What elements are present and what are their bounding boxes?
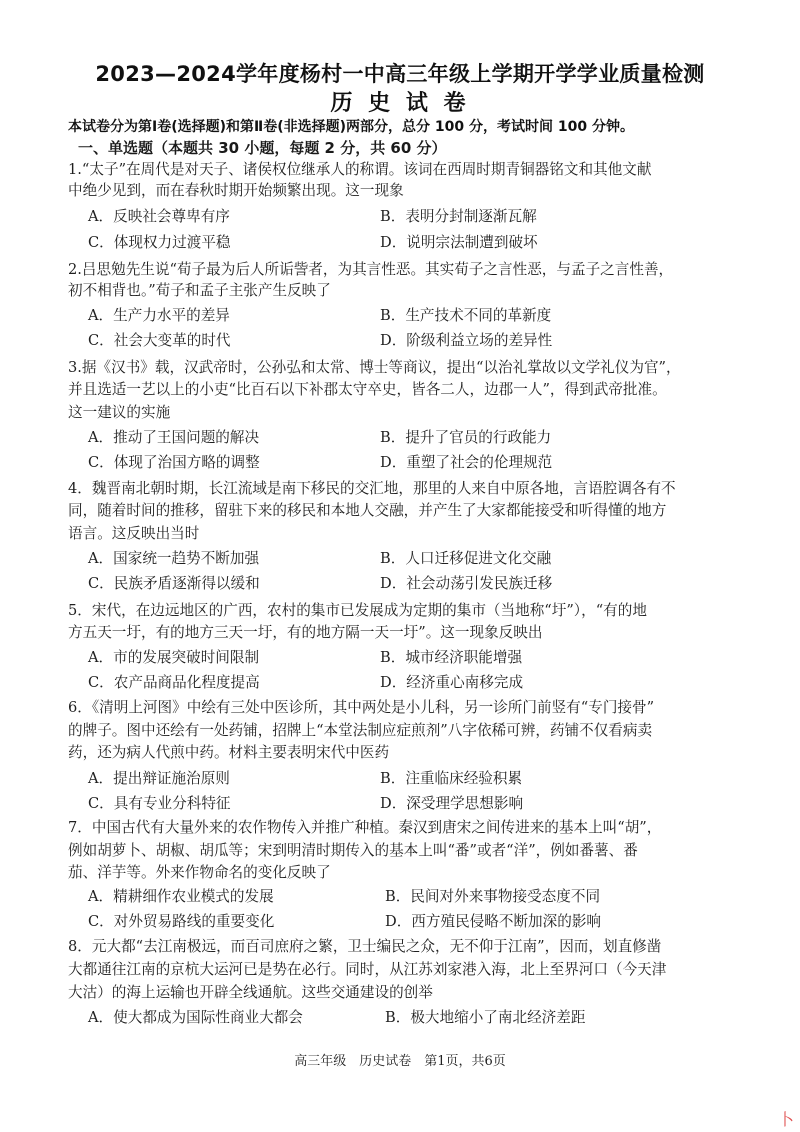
question-6-option-a: A．提出辩证施治原则 <box>88 770 230 787</box>
question-2-option-d: D．阶级利益立场的差异性 <box>380 332 553 349</box>
question-3-option-a: A．推动了王国问题的解决 <box>88 429 260 446</box>
question-6-stem-line: 6．《清明上河图》中绘有三处中医诊所，其中两处是小儿科，另一诊所门前竖有“专门接骨” <box>68 699 655 716</box>
question-1-option-d: D．说明宗法制遭到破坏 <box>380 234 538 251</box>
question-4-option-c: C．民族矛盾逐渐得以缓和 <box>88 575 260 592</box>
question-2-stem-line: 2.吕思勉先生说“荀子最为后人所诟訾者，为其言性恶。其实荀子之言性恶，与孟子之言性善， <box>68 261 674 278</box>
question-3-option-b: B．提升了官员的行政能力 <box>380 429 552 446</box>
question-8-stem-line: 8．元大都“去江南极远，而百司庶府之繁，卫士编民之众，无不仰于江南”，因而，划直修凿 <box>68 938 662 955</box>
question-8-stem-line: 大沽）的海上运输也开辟全线通航。这些交通建设的创举 <box>68 984 433 1001</box>
question-5-option-c: C．农产品商品化程度提高 <box>88 674 260 691</box>
question-8-option-b: B．极大地缩小了南北经济差距 <box>385 1009 586 1026</box>
question-7-stem-line: 例如胡萝卜、胡椒、胡瓜等；宋到明清时期传入的基本上叫“番”或者“洋”，例如番薯、番 <box>68 842 638 859</box>
question-4-option-a: A．国家统一趋势不断加强 <box>88 550 260 567</box>
question-2-option-b: B．生产技术不同的革新度 <box>380 307 552 324</box>
question-4-option-d: D．社会动荡引发民族迁移 <box>380 575 553 592</box>
question-5-stem-line: 方五天一圩，有的地方三天一圩，有的地方隔一天一圩”。这一现象反映出 <box>68 624 543 641</box>
question-2-option-a: A．生产力水平的差异 <box>88 307 230 324</box>
question-5-option-b: B．城市经济职能增强 <box>380 649 523 666</box>
question-3-option-c: C．体现了治国方略的调整 <box>88 454 260 471</box>
question-6-stem-line: 的牌子。图中还绘有一处药铺，招牌上“本堂法制应症煎剂”八字依稀可辨，药铺不仅看病卖 <box>68 722 653 739</box>
question-4-option-b: B．人口迁移促进文化交融 <box>380 550 552 567</box>
question-6-option-b: B．注重临床经验积累 <box>380 770 523 787</box>
edge-mark: 卜 <box>777 1110 794 1129</box>
question-8-stem-line: 大都通往江南的京杭大运河已是势在必行。同时，从江苏刘家港入海，北上至界河口（今天津 <box>68 961 667 978</box>
page-footer: 高三年级 历史试卷 第1页，共6页 <box>294 1054 506 1069</box>
question-3-stem-line: 并且选适一艺以上的小吏“比百石以下补郡太守卒史，皆各二人，边郡一人”，得到武帝批准。 <box>68 381 667 398</box>
question-1-option-b: B．表明分封制逐渐瓦解 <box>380 208 537 225</box>
question-1-stem-line: 1.“太子”在周代是对天子、诸侯权位继承人的称谓。该词在西周时期青铜器铭文和其他文献 <box>68 161 652 178</box>
exam-instructions: 本试卷分为第Ⅰ卷(选择题)和第Ⅱ卷(非选择题)两部分，总分 100 分，考试时间 100 分钟。 <box>68 119 634 135</box>
exam-title: 2023—2024学年度杨村一中高三年级上学期开学学业质量检测 <box>95 62 705 86</box>
question-4-stem-line: 4．魏晋南北朝时期，长江流域是南下移民的交汇地，那里的人来自中原各地，言语腔调各有不 <box>68 480 676 497</box>
question-7-stem-line: 茄、洋芋等。外来作物命名的变化反映了 <box>68 864 331 881</box>
question-1-option-c: C．体现权力过渡平稳 <box>88 234 231 251</box>
question-7-option-b: B．民间对外来事物接受态度不同 <box>385 888 601 905</box>
question-8-option-a: A．使大都成为国际性商业大都会 <box>88 1009 303 1026</box>
question-7-stem-line: 7．中国古代有大量外来的农作物传入并推广种植。秦汉到唐宋之间传进来的基本上叫“胡”， <box>68 819 662 836</box>
question-2-stem-line: 初不相背也。”荀子和孟子主张产生反映了 <box>68 282 331 299</box>
question-4-stem-line: 语言。这反映出当时 <box>68 525 200 542</box>
section-heading: 一、单选题（本题共 30 小题，每题 2 分，共 60 分） <box>78 139 447 157</box>
question-5-stem-line: 5．宋代，在边远地区的广西，农村的集市已发展成为定期的集市（当地称“圩”），“有的地 <box>68 602 647 619</box>
question-6-option-d: D．深受理学思想影响 <box>380 795 524 812</box>
question-7-option-a: A．精耕细作农业模式的发展 <box>88 888 274 905</box>
question-2-option-c: C．社会大变革的时代 <box>88 332 231 349</box>
question-7-option-c: C．对外贸易路线的重要变化 <box>88 913 275 930</box>
exam-subject-title: 历 史 试 卷 <box>330 91 470 116</box>
question-1-stem-line: 中绝少见到，而在春秋时期开始频繁出现。这一现象 <box>68 182 404 199</box>
question-1-option-a: A．反映社会尊卑有序 <box>88 208 230 225</box>
question-4-stem-line: 同，随着时间的推移，留驻下来的移民和本地人交融，并产生了大家都能接受和听得懂的地方 <box>68 502 667 519</box>
question-6-stem-line: 药，还为病人代煎中药。材料主要表明宋代中医药 <box>68 744 390 761</box>
question-5-option-d: D．经济重心南移完成 <box>380 674 524 691</box>
question-5-option-a: A．市的发展突破时间限制 <box>88 649 260 666</box>
question-6-option-c: C．具有专业分科特征 <box>88 795 231 812</box>
question-3-option-d: D．重塑了社会的伦理规范 <box>380 454 553 471</box>
question-7-option-d: D．西方殖民侵略不断加深的影响 <box>385 913 602 930</box>
question-3-stem-line: 3.据《汉书》载，汉武帝时，公孙弘和太常、博士等商议，提出“以治礼掌故以文学礼仪为官”， <box>68 359 681 376</box>
question-3-stem-line: 这一建议的实施 <box>68 404 171 421</box>
